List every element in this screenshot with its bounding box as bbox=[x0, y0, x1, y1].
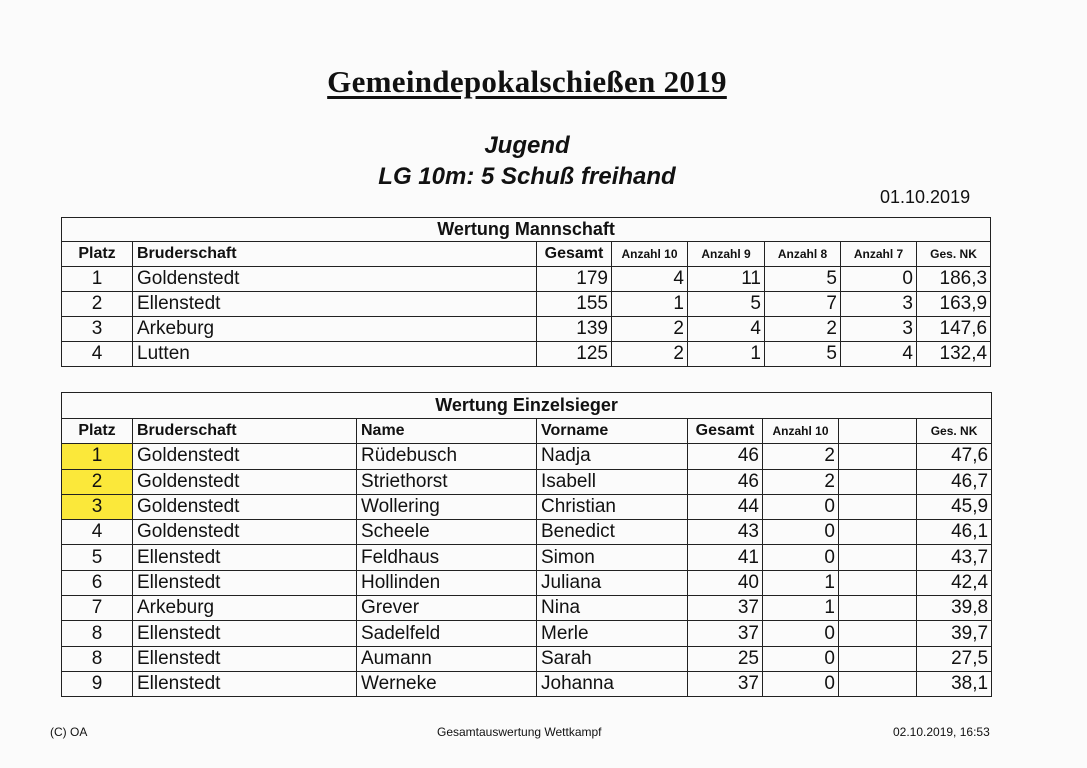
name-cell: Scheele bbox=[357, 520, 537, 545]
platz-cell: 2 bbox=[62, 469, 133, 494]
bruderschaft-cell: Ellenstedt bbox=[133, 292, 537, 317]
header-empty bbox=[839, 419, 917, 444]
vorname-cell: Nina bbox=[537, 596, 688, 621]
header-anzahl-8: Anzahl 8 bbox=[765, 242, 841, 267]
bruderschaft-cell: Arkeburg bbox=[133, 596, 357, 621]
platz-cell: 1 bbox=[62, 267, 133, 292]
anzahl10-cell: 2 bbox=[612, 342, 688, 367]
gesamt-cell: 37 bbox=[688, 621, 763, 646]
header-ges-nk: Ges. NK bbox=[917, 242, 991, 267]
header-name: Name bbox=[357, 419, 537, 444]
empty-cell bbox=[839, 621, 917, 646]
gesamt-cell: 155 bbox=[537, 292, 612, 317]
ges-nk-cell: 47,6 bbox=[917, 444, 992, 469]
bruderschaft-cell: Ellenstedt bbox=[133, 545, 357, 570]
single-header-row bbox=[62, 419, 992, 444]
anzahl10-cell: 0 bbox=[763, 621, 839, 646]
platz-cell: 8 bbox=[62, 646, 133, 671]
header-platz: Platz bbox=[62, 419, 133, 444]
bruderschaft-cell: Ellenstedt bbox=[133, 646, 357, 671]
vorname-cell: Nadja bbox=[537, 444, 688, 469]
ges-nk-cell: 186,3 bbox=[917, 267, 991, 292]
gesamt-cell: 40 bbox=[688, 570, 763, 595]
ges-nk-cell: 46,7 bbox=[917, 469, 992, 494]
table-row bbox=[62, 444, 992, 469]
ges-nk-cell: 163,9 bbox=[917, 292, 991, 317]
anzahl7-cell: 0 bbox=[841, 267, 917, 292]
ges-nk-cell: 42,4 bbox=[917, 570, 992, 595]
vorname-cell: Simon bbox=[537, 545, 688, 570]
gesamt-cell: 125 bbox=[537, 342, 612, 367]
table-row bbox=[62, 342, 991, 367]
gesamt-cell: 37 bbox=[688, 671, 763, 696]
anzahl8-cell: 5 bbox=[765, 342, 841, 367]
ges-nk-cell: 38,1 bbox=[917, 671, 992, 696]
ges-nk-cell: 46,1 bbox=[917, 520, 992, 545]
vorname-cell: Benedict bbox=[537, 520, 688, 545]
anzahl7-cell: 3 bbox=[841, 317, 917, 342]
vorname-cell: Christian bbox=[537, 494, 688, 519]
anzahl7-cell: 3 bbox=[841, 292, 917, 317]
name-cell: Wollering bbox=[357, 494, 537, 519]
ges-nk-cell: 132,4 bbox=[917, 342, 991, 367]
anzahl10-cell: 4 bbox=[612, 267, 688, 292]
empty-cell bbox=[839, 494, 917, 519]
table-row bbox=[62, 570, 992, 595]
name-cell: Aumann bbox=[357, 646, 537, 671]
table-row bbox=[62, 621, 992, 646]
table-row bbox=[62, 596, 992, 621]
anzahl9-cell: 5 bbox=[688, 292, 765, 317]
platz-cell: 7 bbox=[62, 596, 133, 621]
team-ranking-table bbox=[61, 217, 991, 367]
document-date: 01.10.2019 bbox=[880, 187, 971, 207]
platz-cell: 5 bbox=[62, 545, 133, 570]
platz-cell: 3 bbox=[62, 317, 133, 342]
name-cell: Striethorst bbox=[357, 469, 537, 494]
header-platz: Platz bbox=[62, 242, 133, 267]
gesamt-cell: 46 bbox=[688, 444, 763, 469]
single-section-title: Wertung Einzelsieger bbox=[62, 393, 992, 419]
empty-cell bbox=[839, 570, 917, 595]
ges-nk-cell: 45,9 bbox=[917, 494, 992, 519]
name-cell: Werneke bbox=[357, 671, 537, 696]
anzahl10-cell: 0 bbox=[763, 671, 839, 696]
bruderschaft-cell: Goldenstedt bbox=[133, 267, 537, 292]
anzahl10-cell: 2 bbox=[763, 469, 839, 494]
gesamt-cell: 44 bbox=[688, 494, 763, 519]
anzahl9-cell: 4 bbox=[688, 317, 765, 342]
empty-cell bbox=[839, 646, 917, 671]
table-row bbox=[62, 267, 991, 292]
header-vorname: Vorname bbox=[537, 419, 688, 444]
header-anzahl-9: Anzahl 9 bbox=[688, 242, 765, 267]
header-gesamt: Gesamt bbox=[688, 419, 763, 444]
anzahl10-cell: 2 bbox=[612, 317, 688, 342]
anzahl8-cell: 2 bbox=[765, 317, 841, 342]
empty-cell bbox=[839, 671, 917, 696]
anzahl10-cell: 2 bbox=[763, 444, 839, 469]
team-header-row bbox=[62, 242, 991, 267]
table-row bbox=[62, 292, 991, 317]
table-row bbox=[62, 545, 992, 570]
gesamt-cell: 139 bbox=[537, 317, 612, 342]
anzahl7-cell: 4 bbox=[841, 342, 917, 367]
team-section-title: Wertung Mannschaft bbox=[62, 218, 991, 242]
header-anzahl-7: Anzahl 7 bbox=[841, 242, 917, 267]
table-row bbox=[62, 469, 992, 494]
name-cell: Hollinden bbox=[357, 570, 537, 595]
gesamt-cell: 46 bbox=[688, 469, 763, 494]
individual-ranking-table bbox=[61, 392, 992, 697]
table-row bbox=[62, 646, 992, 671]
empty-cell bbox=[839, 444, 917, 469]
footer-report-name: Gesamtauswertung Wettkampf bbox=[437, 725, 602, 739]
table-row bbox=[62, 671, 992, 696]
anzahl10-cell: 1 bbox=[763, 570, 839, 595]
anzahl10-cell: 0 bbox=[763, 494, 839, 519]
bruderschaft-cell: Ellenstedt bbox=[133, 570, 357, 595]
platz-cell: 2 bbox=[62, 292, 133, 317]
bruderschaft-cell: Ellenstedt bbox=[133, 671, 357, 696]
header-bruderschaft: Bruderschaft bbox=[133, 419, 357, 444]
bruderschaft-cell: Goldenstedt bbox=[133, 494, 357, 519]
vorname-cell: Merle bbox=[537, 621, 688, 646]
name-cell: Rüdebusch bbox=[357, 444, 537, 469]
header-gesamt: Gesamt bbox=[537, 242, 612, 267]
vorname-cell: Johanna bbox=[537, 671, 688, 696]
anzahl9-cell: 1 bbox=[688, 342, 765, 367]
platz-cell: 8 bbox=[62, 621, 133, 646]
discipline-subtitle: LG 10m: 5 Schuß freihand bbox=[378, 163, 676, 190]
anzahl10-cell: 0 bbox=[763, 545, 839, 570]
ges-nk-cell: 43,7 bbox=[917, 545, 992, 570]
name-cell: Feldhaus bbox=[357, 545, 537, 570]
empty-cell bbox=[839, 545, 917, 570]
name-cell: Grever bbox=[357, 596, 537, 621]
ges-nk-cell: 39,8 bbox=[917, 596, 992, 621]
name-cell: Sadelfeld bbox=[357, 621, 537, 646]
anzahl8-cell: 5 bbox=[765, 267, 841, 292]
table-row bbox=[62, 494, 992, 519]
bruderschaft-cell: Ellenstedt bbox=[133, 621, 357, 646]
empty-cell bbox=[839, 469, 917, 494]
bruderschaft-cell: Goldenstedt bbox=[133, 469, 357, 494]
header-anzahl-10: Anzahl 10 bbox=[763, 419, 839, 444]
empty-cell bbox=[839, 520, 917, 545]
anzahl8-cell: 7 bbox=[765, 292, 841, 317]
gesamt-cell: 37 bbox=[688, 596, 763, 621]
bruderschaft-cell: Arkeburg bbox=[133, 317, 537, 342]
bruderschaft-cell: Lutten bbox=[133, 342, 537, 367]
bruderschaft-cell: Goldenstedt bbox=[133, 444, 357, 469]
header-ges-nk: Ges. NK bbox=[917, 419, 992, 444]
platz-cell: 4 bbox=[62, 342, 133, 367]
anzahl10-cell: 0 bbox=[763, 646, 839, 671]
platz-cell: 1 bbox=[62, 444, 133, 469]
ges-nk-cell: 147,6 bbox=[917, 317, 991, 342]
table-row bbox=[62, 520, 992, 545]
gesamt-cell: 25 bbox=[688, 646, 763, 671]
platz-cell: 4 bbox=[62, 520, 133, 545]
platz-cell: 6 bbox=[62, 570, 133, 595]
gesamt-cell: 179 bbox=[537, 267, 612, 292]
vorname-cell: Sarah bbox=[537, 646, 688, 671]
anzahl10-cell: 1 bbox=[763, 596, 839, 621]
header-anzahl-10: Anzahl 10 bbox=[612, 242, 688, 267]
anzahl10-cell: 0 bbox=[763, 520, 839, 545]
vorname-cell: Juliana bbox=[537, 570, 688, 595]
header-bruderschaft: Bruderschaft bbox=[133, 242, 537, 267]
empty-cell bbox=[839, 596, 917, 621]
anzahl10-cell: 1 bbox=[612, 292, 688, 317]
table-row bbox=[62, 317, 991, 342]
category-subtitle: Jugend bbox=[484, 132, 570, 159]
anzahl9-cell: 11 bbox=[688, 267, 765, 292]
platz-cell: 9 bbox=[62, 671, 133, 696]
gesamt-cell: 43 bbox=[688, 520, 763, 545]
ges-nk-cell: 27,5 bbox=[917, 646, 992, 671]
ges-nk-cell: 39,7 bbox=[917, 621, 992, 646]
bruderschaft-cell: Goldenstedt bbox=[133, 520, 357, 545]
gesamt-cell: 41 bbox=[688, 545, 763, 570]
footer-timestamp: 02.10.2019, 16:53 bbox=[893, 725, 990, 739]
document-title: Gemeindepokalschießen 2019 bbox=[327, 64, 727, 99]
single-body bbox=[62, 444, 992, 697]
footer-copyright: (C) OA bbox=[50, 725, 88, 739]
vorname-cell: Isabell bbox=[537, 469, 688, 494]
platz-cell: 3 bbox=[62, 494, 133, 519]
